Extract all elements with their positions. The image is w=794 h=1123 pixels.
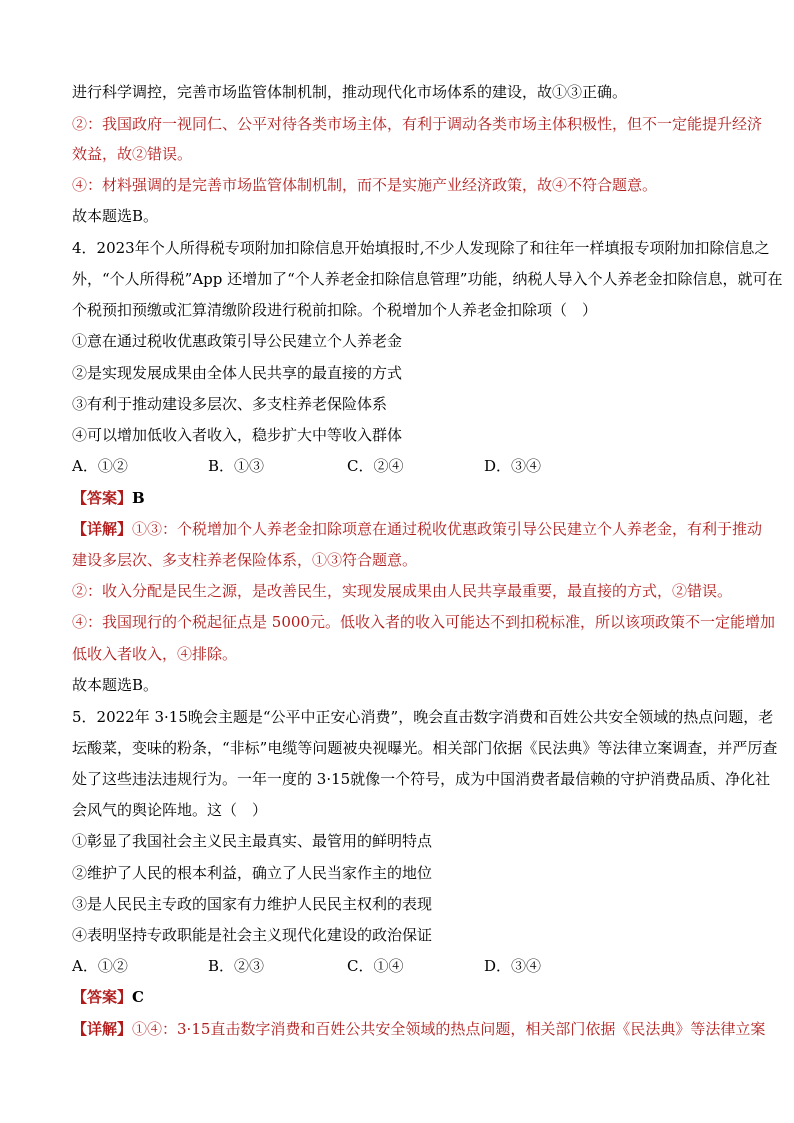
q4-answer	[72, 487, 145, 509]
q5-stem: 坛酸菜，变味的粉条，“非标”电缆等问题被央视曝光。相关部门依据《民法典》等法律立案调查，并严厉查	[72, 739, 778, 757]
q4-statement: ④可以增加低收入者收入，稳步扩大中等收入群体	[72, 426, 403, 444]
q4-detail-line	[72, 518, 762, 540]
q4-option-b: B．①③	[208, 457, 265, 475]
q5-stem: 会风气的舆论阵地。这（ ）	[72, 801, 268, 819]
q3-explanation-line: ④：材料强调的是完善市场监管体制机制，而不是实施产业经济政策，故④不符合题意。	[72, 176, 658, 194]
q5-stem: 处了这些违法违规行为。一年一度的 3·15就像一个符号，成为中国消费者最信赖的守护消费品质、净化社	[72, 770, 771, 788]
q4-detail-line: ②：收入分配是民生之源，是改善民生，实现发展成果由人民共享最重要，最直接的方式，②错误。	[72, 582, 733, 600]
q5-detail-line	[72, 1018, 765, 1040]
q4-stem: 4．2023年个人所得税专项附加扣除信息开始填报时,不少人发现除了和往年一样填报专项附加扣除信息之	[72, 239, 770, 257]
q5-statement: ③是人民民主专政的国家有力维护人民民主权利的表现	[72, 895, 433, 913]
detail-text: ①③：个税增加个人养老金扣除项意在通过税收优惠政策引导公民建立个人养老金，有利于推动	[132, 520, 763, 538]
answer-label: 【答案】	[72, 988, 133, 1006]
q4-option-a: A．①②	[72, 457, 128, 475]
q3-explanation-line: 效益，故②错误。	[72, 145, 193, 163]
answer-value: B	[132, 489, 145, 507]
q5-answer	[72, 986, 144, 1008]
q4-conclusion: 故本题选B。	[72, 676, 159, 694]
q4-detail-line: ④：我国现行的个税起征点是 5000元。低收入者的收入可能达不到扣税标准，所以该项政策不一定能增加	[72, 613, 775, 631]
q5-statement: ②维护了人民的根本利益，确立了人民当家作主的地位	[72, 864, 433, 882]
q4-detail-line: 建设多层次、多支柱养老保险体系，①③符合题意。	[72, 551, 418, 569]
q4-stem: 外，“个人所得税”App 还增加了“个人养老金扣除信息管理”功能，纳税人导入个人养老金扣除信息，就可在	[72, 270, 783, 288]
q5-option-a: A．①②	[72, 957, 128, 975]
q3-conclusion: 故本题选B。	[72, 207, 159, 225]
q4-option-c: C．②④	[347, 457, 404, 475]
detail-label: 【详解】	[72, 520, 133, 538]
q4-detail-line: 低收入者收入，④排除。	[72, 645, 238, 663]
q5-option-c: C．①④	[347, 957, 404, 975]
q5-stem: 5．2022年 3·15晚会主题是“公平中正安心消费”，晚会直击数字消费和百姓公共安全领域的热点问题，老	[72, 708, 774, 726]
answer-value: C	[132, 988, 144, 1006]
q5-option-d: D．③④	[484, 957, 542, 975]
q5-statement: ④表明坚持专政职能是社会主义现代化建设的政治保证	[72, 926, 433, 944]
q4-stem: 个税预扣预缴或汇算清缴阶段进行税前扣除。个税增加个人养老金扣除项（ ）	[72, 301, 598, 319]
q5-option-b: B．②③	[208, 957, 265, 975]
detail-text: ①④：3·15直击数字消费和百姓公共安全领域的热点问题，相关部门依据《民法典》等法律立案	[132, 1020, 766, 1038]
q5-statement: ①彰显了我国社会主义民主最真实、最管用的鲜明特点	[72, 832, 433, 850]
answer-label: 【答案】	[72, 489, 133, 507]
q4-statement: ①意在通过税收优惠政策引导公民建立个人养老金	[72, 332, 403, 350]
q4-statement: ③有利于推动建设多层次、多支柱养老保险体系	[72, 395, 388, 413]
q4-statement: ②是实现发展成果由全体人民共享的最直接的方式	[72, 364, 403, 382]
q3-explanation-line: ②：我国政府一视同仁、公平对待各类市场主体，有利于调动各类市场主体积极性，但不一定能提升经济	[72, 115, 763, 133]
q4-option-d: D．③④	[484, 457, 542, 475]
detail-label: 【详解】	[72, 1020, 133, 1038]
q3-explanation-line: 进行科学调控，完善市场监管体制机制，推动现代化市场体系的建设，故①③正确。	[72, 83, 628, 101]
